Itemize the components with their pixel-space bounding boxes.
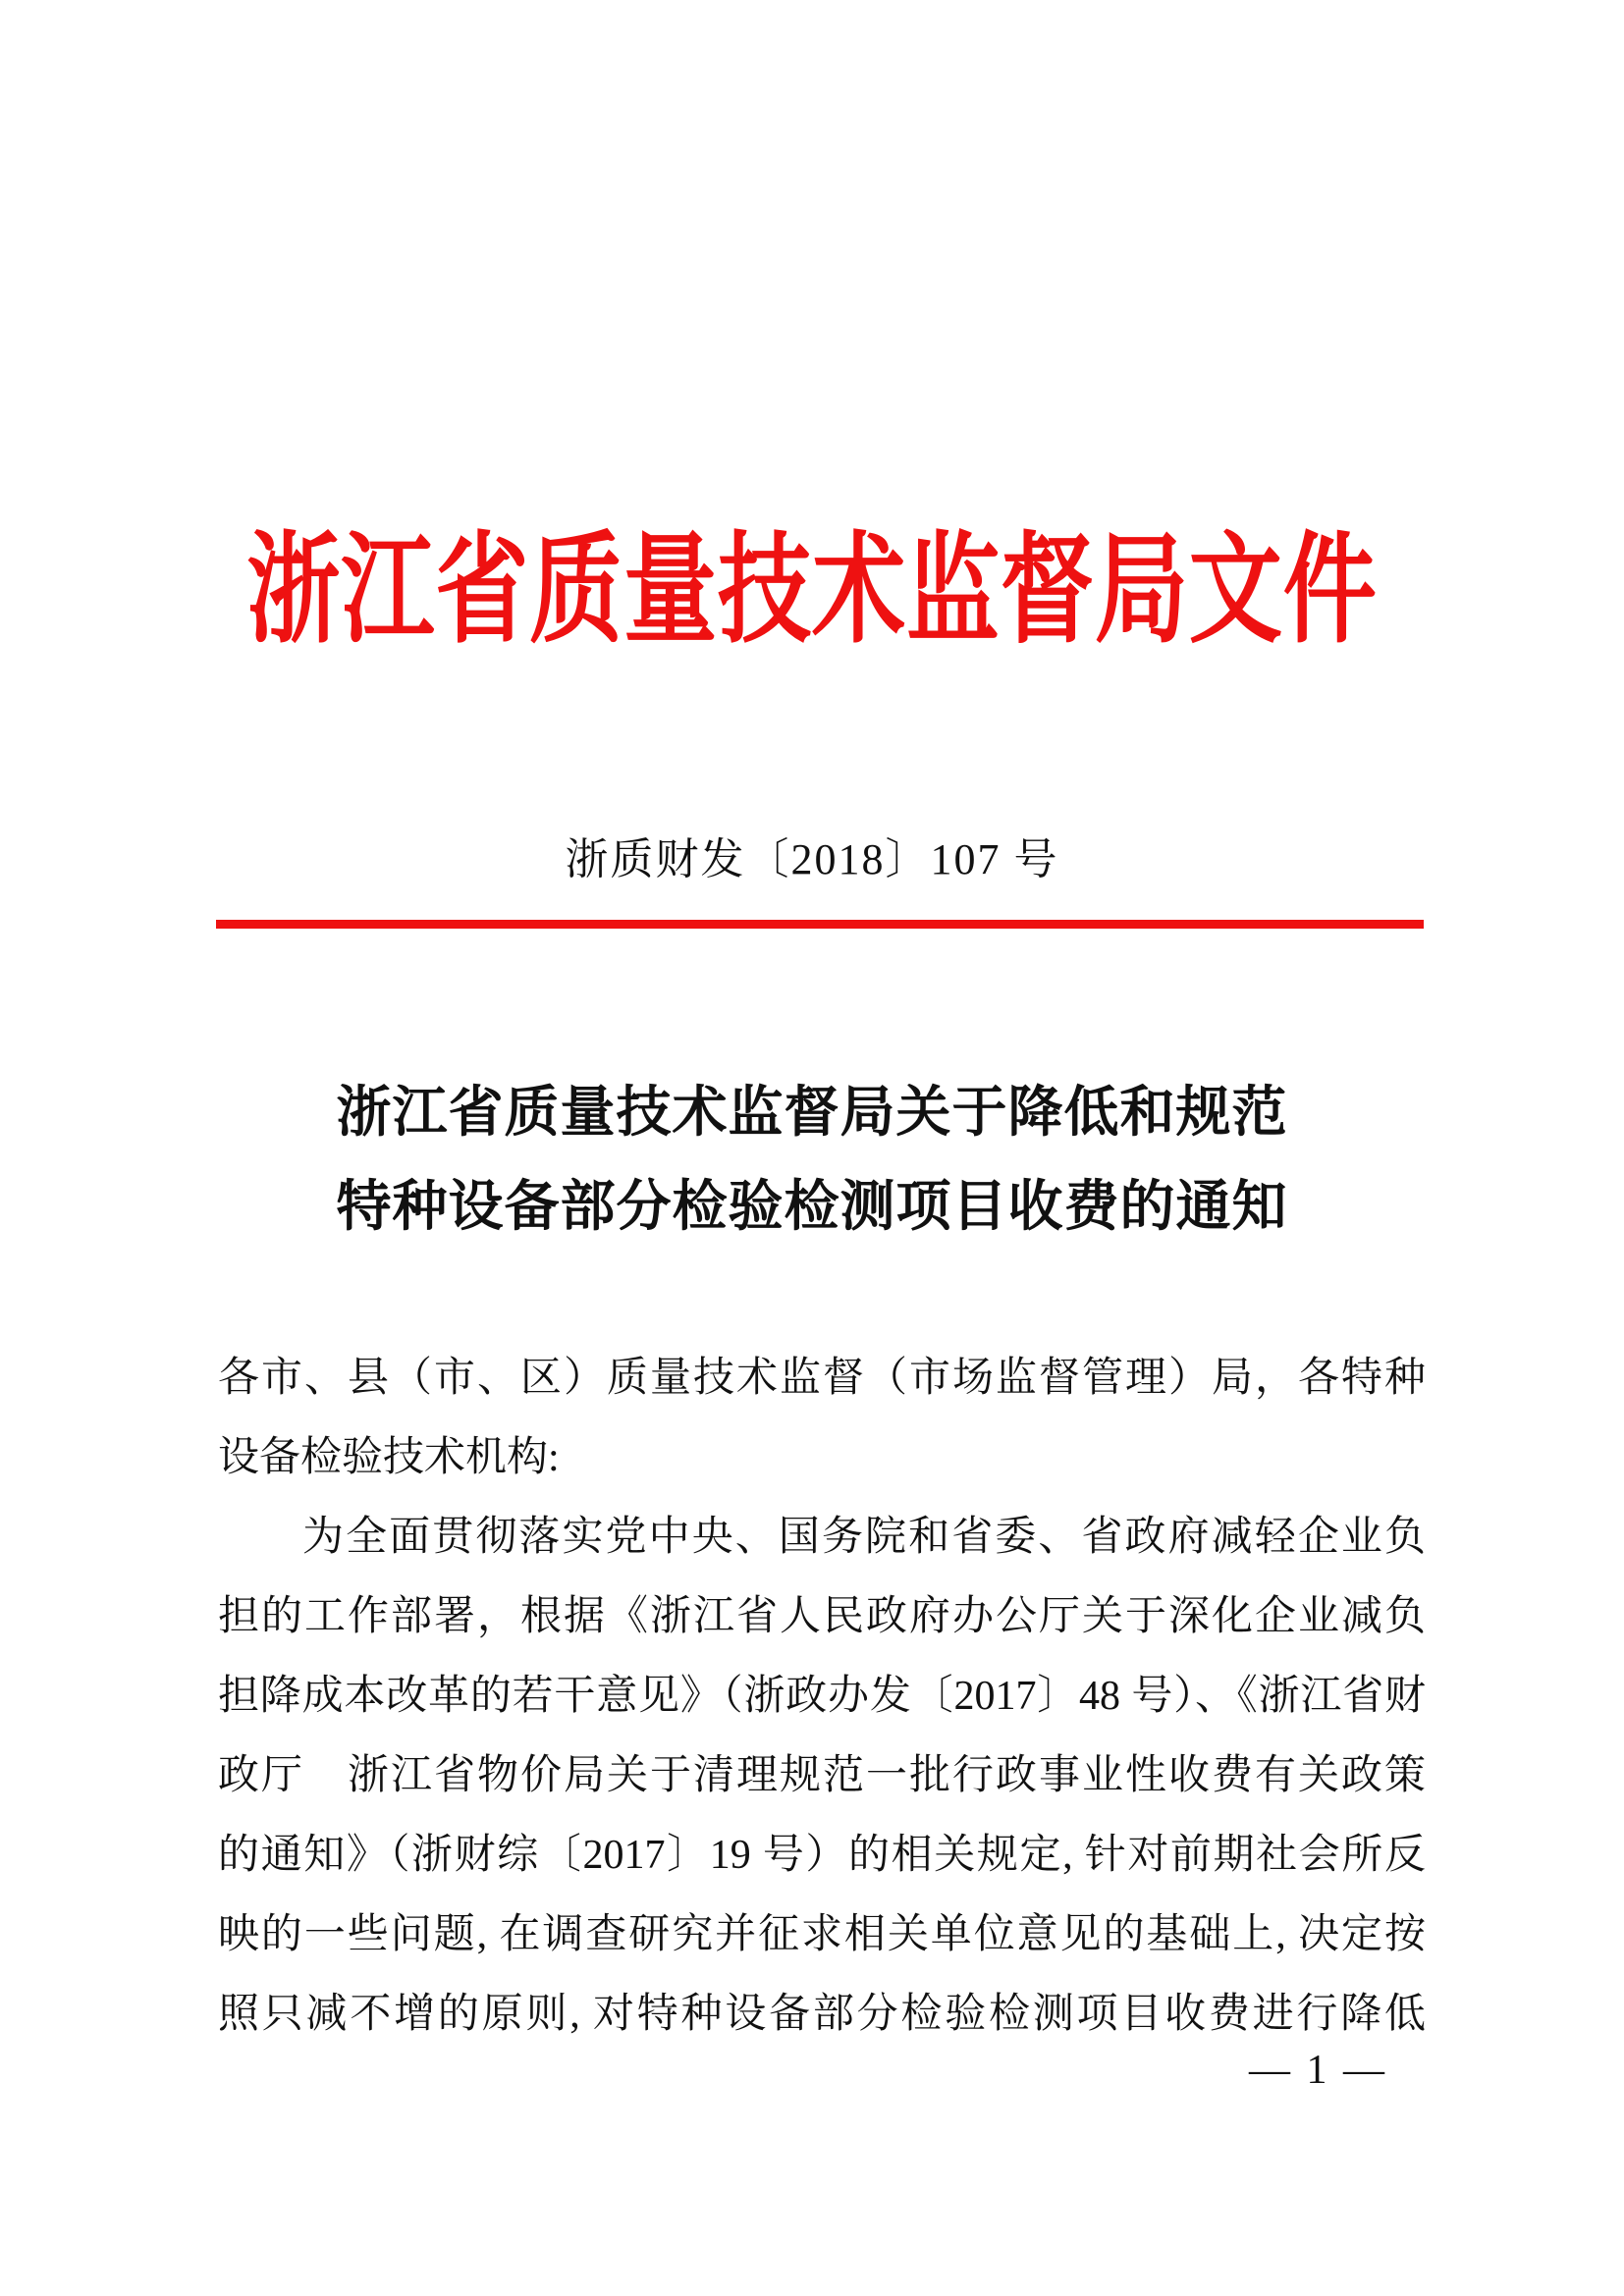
- body-line: 为全面贯彻落实党中央、国务院和省委、省政府减轻企业负: [302, 1515, 1426, 1560]
- page-number: — 1 —: [1249, 2048, 1387, 2093]
- document-title: [0, 1066, 1624, 1255]
- document-reference-number: 浙质财发〔2018〕107 号: [565, 835, 1059, 883]
- body-line: 政厅 浙江省物价局关于清理规范一批行政事业性收费有关政策: [218, 1753, 1426, 1798]
- body-line: 担的工作部署，根据《浙江省人民政府办公厅关于深化企业减负: [218, 1594, 1426, 1639]
- body-line: 担降成本改革的若干意见》（浙政办发〔2017〕48 号）、《浙江省财: [218, 1674, 1426, 1719]
- red-divider-rule: [216, 920, 1424, 929]
- agency-header-text: 浙江省质量技术监督局文件: [246, 525, 1378, 658]
- document-title-line-1: 浙江省质量技术监督局关于降低和规范: [336, 1083, 1288, 1144]
- body-line: 的通知》（浙财综〔2017〕19 号）的相关规定, 针对前期社会所反: [218, 1833, 1426, 1878]
- body-line: 映的一些问题, 在调查研究并征求相关单位意见的基础上, 决定按: [218, 1912, 1426, 1957]
- salutation-line: 各市、县（市、区）质量技术监督（市场监督管理）局，各特种: [218, 1356, 1426, 1401]
- salutation-line: 设备检验技术机构:: [218, 1435, 560, 1480]
- document-title-line-2: 特种设备部分检验检测项目收费的通知: [336, 1177, 1288, 1238]
- body-line: 照只减不增的原则, 对特种设备部分检验检测项目收费进行降低: [218, 1992, 1426, 2037]
- agency-header-banner: [0, 518, 1624, 701]
- document-body: [218, 1339, 1426, 2055]
